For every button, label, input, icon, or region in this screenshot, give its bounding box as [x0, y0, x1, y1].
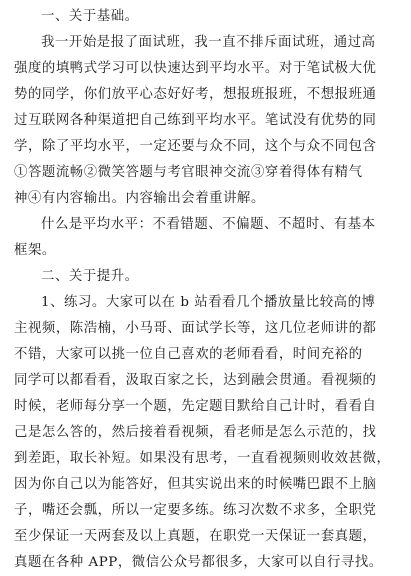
text-line: 1、练习。大家可以在 b 站看看几个播放量比较高的博 — [41, 295, 376, 310]
text-line: 子，嘴还会瓢，所以一定要多练。练习次数不求多，全职党 — [14, 503, 377, 518]
text-line: 真题在各种 APP，微信公众号都很多，大家可以自行寻找。 — [14, 555, 383, 570]
text-line: 同学可以都看看，汲取百家之长，达到融会贯通。看视频的 — [14, 373, 377, 388]
text-line: 不错，大家可以挑一位自己喜欢的老师看看，时间充裕的 — [14, 347, 363, 362]
text-line: 主视频，陈浩楠，小马哥、面试学长等，这几位老师讲的都 — [14, 321, 377, 336]
text-line: 到差距，取长补短。如果没有思考，一直看视频则收效甚微， — [14, 451, 391, 466]
text-line: 己是怎么答的，然后接着看视频，看老师是怎么示范的，找 — [14, 425, 377, 440]
text-line: 框架。 — [14, 243, 56, 258]
text-line: 强度的填鸭式学习可以快速达到平均水平。对于笔试极大优 — [14, 61, 377, 76]
text-line: 学，除了平均水平，一定还要与众不同，这个与众不同包含 — [14, 139, 377, 154]
text-line: 我一开始是报了面试班，我一直不排斥面试班，通过高 — [41, 35, 376, 50]
text-line: 过互联网各种渠道把自己练到平均水平。笔试没有优势的同 — [14, 113, 377, 128]
section-1-heading: 一、关于基础。 — [41, 9, 139, 24]
text-line: 神④有内容输出。内容输出会着重讲解。 — [14, 191, 265, 206]
text-line: 因为你自己以为能答好，但其实说出来的时候嘴巴跟不上脑 — [14, 477, 377, 492]
section-2-heading: 二、关于提升。 — [41, 269, 139, 284]
section-2-paragraph-1 — [14, 290, 397, 576]
text-line: 至少保证一天两套及以上真题，在职党一天保证一套真题， — [14, 529, 377, 544]
section-1-paragraph-1 — [14, 30, 397, 212]
section-1-paragraph-2 — [14, 212, 397, 264]
text-line: 时候，老师每分享一个题，先定题目默给自己计时，看看自 — [14, 399, 377, 414]
text-line: 势的同学，你们放平心态好好考，想报班报班，不想报班通 — [14, 87, 377, 102]
text-line: 什么是平均水平：不看错题、不偏题、不超时、有基本 — [41, 217, 376, 232]
text-line: ①答题流畅②微笑答题与考官眼神交流③穿着得体有精气 — [14, 165, 363, 180]
